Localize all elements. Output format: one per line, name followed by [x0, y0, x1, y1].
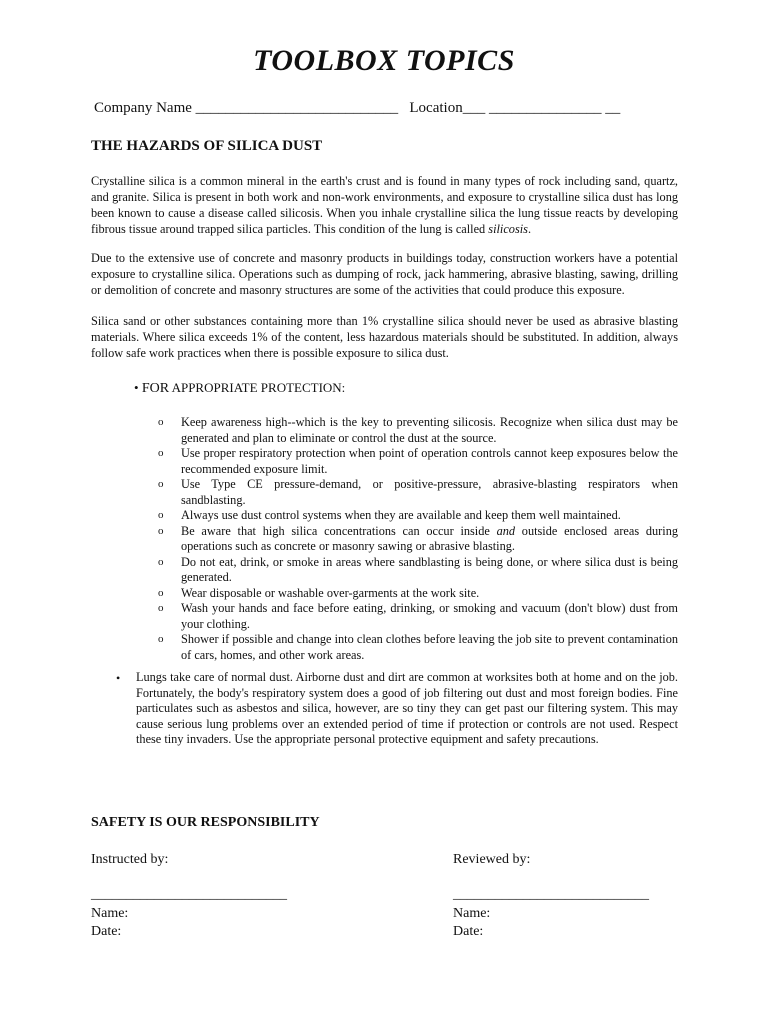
list-marker: o: [158, 586, 164, 599]
protection-heading: [134, 380, 345, 397]
reviewed-name-label: Name:: [453, 906, 491, 921]
list-item: o Use proper respiratory protection when point of operation controls cannot keep exposures below the recommended exposure limit.: [158, 446, 678, 476]
paragraph-intro-text: Crystalline silica is a common mineral in the earth's crust and is found in many types of rock including sand, quartz, and granite. Silica is present in both work and non-work environments, and exposure to crystalline silica dust has long been known to cause a disease called silicosis. When you inhale crystalline silica the lung tissue reacts by developing fibrous tissue around trapped silica particles. This condition of the lung is called: [91, 174, 678, 236]
silicosis-term: silicosis: [488, 222, 528, 236]
list-item: o Use Type CE pressure-demand, or positive-pressure, abrasive-blasting respirators when sandblasting.: [158, 477, 678, 507]
list-marker: o: [158, 524, 164, 537]
section-heading: THE HAZARDS OF SILICA DUST: [91, 138, 323, 154]
page-title: TOOLBOX TOPICS: [253, 44, 515, 77]
list-marker: o: [158, 478, 164, 490]
bullet-marker: •: [134, 380, 139, 395]
list-item: o Keep awareness high--which is the key to preventing silicosis. Recognize when silica dust may be generated and plan to eliminate or control the dust at the source.: [158, 415, 678, 445]
list-item: o Be aware that high silica concentrations can occur inside and outside enclosed areas during operations such as concrete or masonry sawing or abrasive blasting.: [158, 523, 678, 553]
paragraph-intro-end: .: [527, 222, 532, 236]
list-item: o Wear disposable or washable over-garments at the work site.: [158, 585, 480, 600]
list-item: o Do not eat, drink, or smoke in areas where sandblasting is being done, or where silica dust is being generated.: [158, 554, 678, 584]
paragraph-substitution: Silica sand or other substances containing more than 1% crystalline silica should never be used as abrasive blasting materials. Where silica exceeds 1% of the content, less hazardous materials should be substituted. In addition, always follow safe work practices when there is possible exposure to silica dust.: [91, 314, 678, 360]
protection-label: APPROPRIATE PROTECTION:: [169, 380, 346, 395]
reviewed-signature-line: ____________________________: [453, 887, 649, 902]
paragraph-exposure: Due to the extensive use of concrete and masonry products in buildings today, construction workers have a potential exposure to crystalline silica. Operations such as dumping of rock, jack hammering, abrasive blasting, sawing, drilling or demolition of concrete and masonry structures are some of the activities that could produce this exposure.: [91, 251, 678, 297]
list-item: o Shower if possible and change into clean clothes before leaving the job site to prevent contamination of cars, homes, and other work areas.: [158, 632, 678, 662]
instructed-name-label: Name:: [91, 906, 129, 921]
paragraph-intro: [91, 173, 678, 237]
protection-list: [158, 415, 678, 663]
reviewed-date-label: Date:: [453, 924, 484, 939]
safety-heading: SAFETY IS OUR RESPONSIBILITY: [91, 815, 320, 830]
instructed-by-label: Instructed by:: [91, 852, 169, 867]
instructed-date-label: Date:: [91, 924, 122, 939]
list-marker: o: [158, 633, 164, 645]
bullet-marker: •: [116, 671, 121, 685]
list-marker: o: [158, 416, 164, 428]
reviewed-by-label: Reviewed by:: [453, 852, 531, 867]
paragraph-lungs: Lungs take care of normal dust. Airborne dust and dirt are common at worksites both at home and on the job. Fortunately, the body's respiratory system does a good of job filtering out dust and most foreign bodies. Fine particulates such as asbestos and silica, however, are so tiny they can get past our filtering system. This may cause serious lung problems over an extended period of time if protection or controls are not used. Respect these tiny invaders. Use the appropriate personal protective equipment and safety precautions.: [136, 670, 678, 747]
list-item: o Always use dust control systems when they are available and keep them well maintained.: [158, 508, 621, 522]
list-marker: o: [158, 602, 164, 614]
for-label: FOR: [141, 381, 170, 396]
list-marker: o: [158, 447, 164, 459]
company-location-line: Company Name ___________________________ Location___ _______________ __: [94, 100, 621, 116]
list-marker: o: [158, 555, 164, 568]
instructed-signature-line: ____________________________: [91, 887, 287, 902]
list-item: o Wash your hands and face before eating, drinking, or smoking and vacuum (don't blow) dust from your clothing.: [158, 601, 678, 631]
list-marker: o: [158, 509, 164, 521]
